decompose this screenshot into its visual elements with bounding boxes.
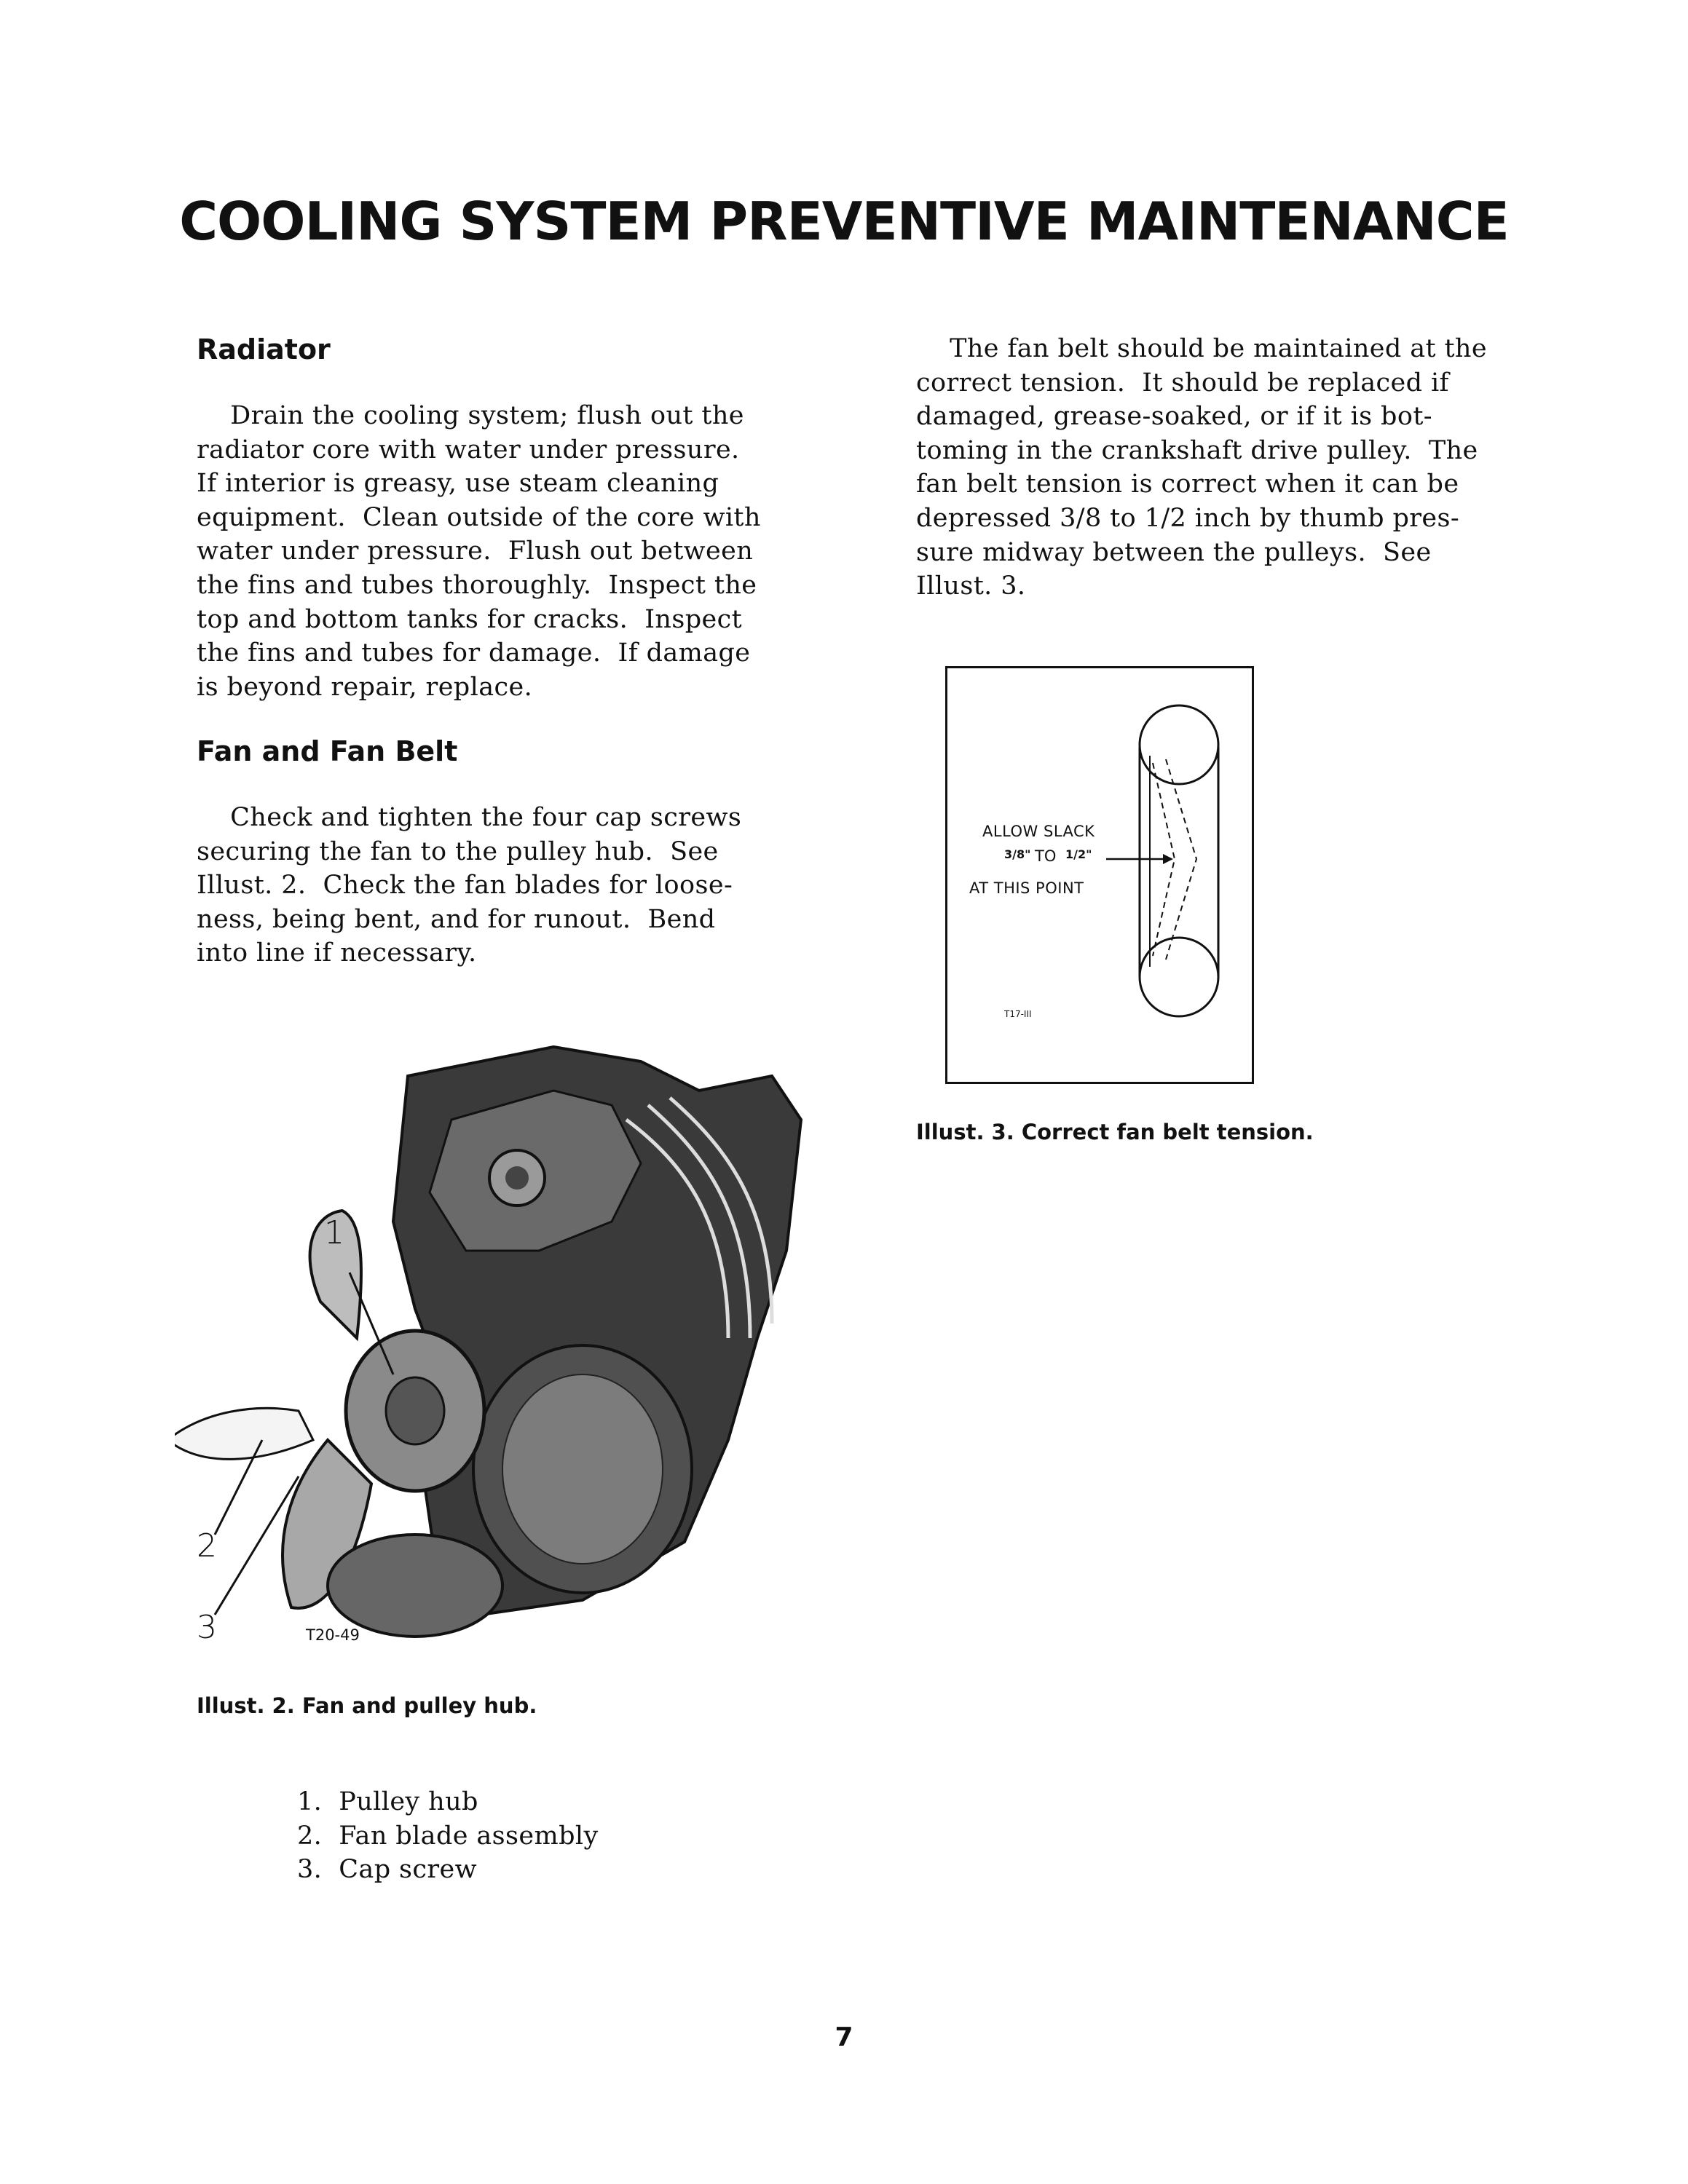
radiator-heading: Radiator xyxy=(197,333,331,365)
illustration-2-code: T20-49 xyxy=(306,1626,360,1644)
filler-cap-center xyxy=(505,1166,529,1190)
illustration-2-figure xyxy=(175,1032,816,1658)
callout-3: 3 xyxy=(197,1609,217,1646)
lower-pulley xyxy=(1140,938,1218,1016)
allow-slack-label: ALLOW SLACK xyxy=(982,823,1095,840)
parts-legend xyxy=(297,1785,599,1887)
callout-2: 2 xyxy=(197,1527,217,1564)
at-this-point-label: AT THIS POINT xyxy=(969,879,1084,897)
fraction-one-half: 1/2" xyxy=(1065,847,1092,861)
engine-fan-drawing xyxy=(175,1032,816,1658)
illustration-3-figure xyxy=(945,666,1254,1084)
to-label: TO xyxy=(1035,847,1057,865)
page-number: 7 xyxy=(835,2022,853,2052)
page-title: COOLING SYSTEM PREVENTIVE MAINTENANCE xyxy=(179,191,1509,252)
fan-blade-left xyxy=(175,1408,313,1459)
fan-paragraph: Check and tighten the four cap screws securing the fan to the pulley hub. See Illust. 2. Check the fan blades for loose- ness, being bent, and for runout. Bend into line if necessary. xyxy=(197,803,742,968)
timing-cover-inner xyxy=(502,1374,663,1564)
radiator-paragraph: Drain the cooling system; flush out the radiator core with water under pressure. If interior is greasy, use steam cleaning equipment. Clean outside of the core with water under pressure. Flush out between the fins and tubes thoroughly. Inspect the top and bottom tanks for cracks. Inspect the fins and tubes for damage. If damage is beyond repair, replace. xyxy=(197,401,761,702)
illustration-3-code: T17-III xyxy=(1004,1009,1032,1019)
legend-item: 2. Fan blade assembly xyxy=(297,1821,599,1851)
illustration-2-caption: Illust. 2. Fan and pulley hub. xyxy=(197,1693,537,1718)
crank-pulley xyxy=(328,1535,502,1637)
fan-heading: Fan and Fan Belt xyxy=(197,735,458,767)
illustration-3-caption: Illust. 3. Correct fan belt tension. xyxy=(916,1120,1314,1144)
pulley-hub-center xyxy=(386,1377,444,1444)
callout-1: 1 xyxy=(324,1214,344,1251)
belt-tension-diagram xyxy=(947,668,1256,1086)
legend-item: 3. Cap screw xyxy=(297,1855,477,1885)
upper-pulley xyxy=(1140,705,1218,784)
fan-belt-paragraph: The fan belt should be maintained at the correct tension. It should be replaced if damaged, grease-soaked, or if it is bot- toming in the crankshaft drive pulley. The fan belt tension is correct when it can be depressed 3/8 to 1/2 inch by thumb pres- sure midway between the pulleys. See Illust. 3. xyxy=(916,334,1487,601)
legend-item: 1. Pulley hub xyxy=(297,1787,478,1816)
slack-arrow-head xyxy=(1163,854,1173,864)
fraction-three-eighths: 3/8" xyxy=(1004,847,1031,861)
